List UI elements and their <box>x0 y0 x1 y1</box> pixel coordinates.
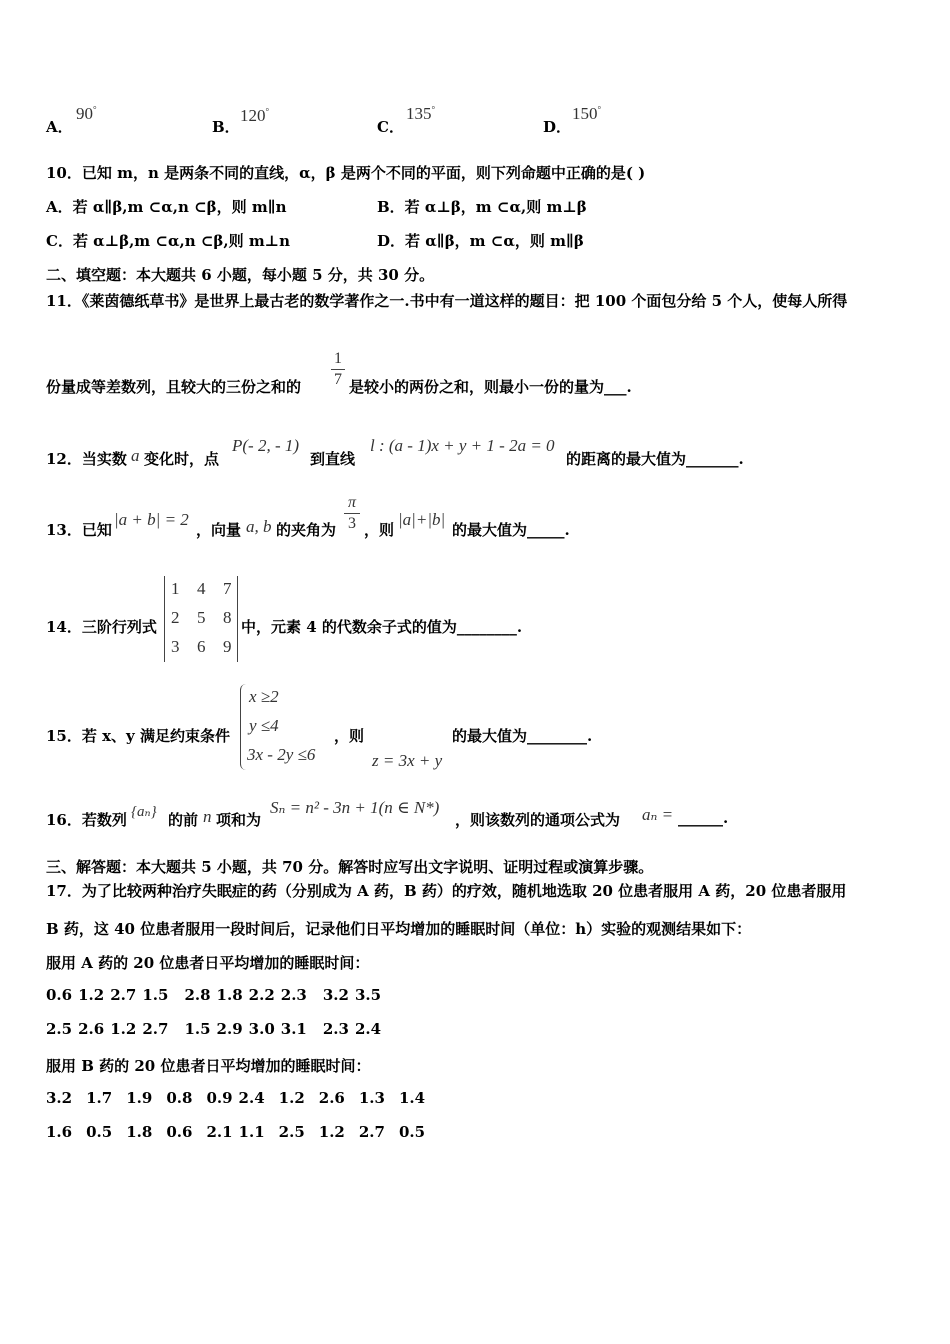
q14-determinant <box>164 576 238 662</box>
q15-objective: z = 3x + y <box>372 751 443 770</box>
q12-pre: 12．当实数 <box>46 450 127 468</box>
q10-option-d: D．若 α∥β，m ⊂α，则 m∥β <box>377 232 584 250</box>
option-a-value: 90° <box>76 104 97 123</box>
q11-line2-pre: 份量成等差数列，且较大的三份之和的 <box>46 378 302 396</box>
q11-line1: 11．《莱茵德纸草书》是世界上最古老的数学著作之一.书中有一道这样的题目：把 100 个面包分给 5 个人，使每人所得 <box>46 292 848 310</box>
q17-group-a-row2: 2.5 2.6 1.2 2.7 1.5 2.9 3.0 3.1 2.3 2.4 <box>46 1020 382 1038</box>
q15-mid: ，则 <box>334 727 365 745</box>
q10-option-a: A．若 α∥β,m ⊂α,n ⊂β，则 m∥n <box>46 198 287 216</box>
q15-pre: 15．若 x、y 满足约束条件 <box>46 727 230 745</box>
q13-mid2: 的夹角为 <box>276 521 337 539</box>
q11-fraction: 1 7 <box>331 350 345 389</box>
q17-group-a-label: 服用 A 药的 20 位患者日平均增加的睡眠时间： <box>46 954 370 972</box>
q10-option-b: B．若 α⊥β，m ⊂α,则 m⊥β <box>377 198 587 216</box>
det-cell: 5 <box>197 608 206 627</box>
q16-mid2: 项和为 <box>216 811 262 829</box>
det-cell: 4 <box>197 579 206 598</box>
q16-an: aₙ = <box>642 805 674 824</box>
q10-option-c: C．若 α⊥β,m ⊂α,n ⊂β,则 m⊥n <box>46 232 290 250</box>
section-2-heading: 二、填空题：本大题共 6 小题，每小题 5 分，共 30 分。 <box>46 266 435 284</box>
q16-sum-formula: Sₙ = n² - 3n + 1(n ∈ N*) <box>270 798 440 817</box>
q17-line1: 17．为了比较两种治疗失眠症的药（分别成为 A 药，B 药）的疗效，随机地选取 20 位患者服用 A 药，20 位患者服用 <box>46 882 847 900</box>
q16-mid1: 的前 <box>168 811 199 829</box>
q17-line2: B 药，这 40 位患者服用一段时间后，记录他们日平均增加的睡眠时间（单位：h）实验的观测结果如下： <box>46 920 752 938</box>
option-d-letter: D． <box>543 118 572 136</box>
option-d-value: 150° <box>572 104 602 123</box>
option-c-value: 135° <box>406 104 436 123</box>
q15-post: 的最大值为________. <box>452 727 593 745</box>
q17-group-b-row2: 1.6 0.5 1.8 0.6 2.1 1.1 2.5 1.2 2.7 0.5 <box>46 1123 426 1141</box>
q13-angle-fraction: π 3 <box>344 494 360 533</box>
q14-post: 中，元素 4 的代数余子式的值为________. <box>241 618 523 636</box>
q17-group-b-label: 服用 B 药的 20 位患者日平均增加的睡眠时间： <box>46 1057 371 1075</box>
q13-condition: |a + b| = 2 <box>114 510 189 529</box>
constraint: y ≤4 <box>249 716 279 735</box>
q17-group-b-row1: 3.2 1.7 1.9 0.8 0.9 2.4 1.2 2.6 1.3 1.4 <box>46 1089 426 1107</box>
option-b-value: 120° <box>240 106 270 125</box>
det-cell: 2 <box>171 608 180 627</box>
q14-pre: 14．三阶行列式 <box>46 618 157 636</box>
q13-pre: 13．已知 <box>46 521 112 539</box>
det-cell: 7 <box>223 579 232 598</box>
q12-point: P(- 2, - 1) <box>232 436 300 455</box>
q10-stem: 10．已知 m，n 是两条不同的直线，α，β 是两个不同的平面，则下列命题中正确的是( ) <box>46 164 646 182</box>
det-cell: 9 <box>223 637 232 656</box>
q13-expression: |a|+|b| <box>398 510 446 529</box>
q17-group-a-row1: 0.6 1.2 2.7 1.5 2.8 1.8 2.2 2.3 3.2 3.5 <box>46 986 382 1004</box>
det-cell: 8 <box>223 608 232 627</box>
det-cell: 3 <box>171 637 180 656</box>
q13-post: 的最大值为_____. <box>452 521 570 539</box>
q12-mid2: 到直线 <box>310 450 356 468</box>
q15-constraint-system <box>240 684 341 770</box>
q16-pre: 16．若数列 <box>46 811 127 829</box>
q16-var-n: n <box>203 807 212 826</box>
q12-post: 的距离的最大值为_______. <box>566 450 744 468</box>
q12-mid1: 变化时，点 <box>144 450 220 468</box>
q11-line2-post: 是较小的两份之和，则最小一份的量为___. <box>349 378 632 396</box>
det-cell: 6 <box>197 637 206 656</box>
q13-mid1: ，向量 <box>196 521 242 539</box>
q16-sequence: {aₙ} <box>131 804 157 820</box>
option-a-letter: A． <box>46 118 73 136</box>
q13-mid3: ，则 <box>364 521 395 539</box>
q16-mid3: ，则该数列的通项公式为 <box>455 811 621 829</box>
det-cell: 1 <box>171 579 180 598</box>
constraint: x ≥2 <box>249 687 279 706</box>
constraint: 3x - 2y ≤6 <box>247 745 316 764</box>
q13-vars: a, b <box>246 517 272 536</box>
option-b-letter: B． <box>212 118 240 136</box>
section-3-heading: 三、解答题：本大题共 5 小题，共 70 分。解答时应写出文字说明、证明过程或演算步骤。 <box>46 858 654 876</box>
q16-post: ______. <box>678 809 729 827</box>
q12-line-equation: l : (a - 1)x + y + 1 - 2a = 0 <box>370 436 555 455</box>
q12-var-a: a <box>131 446 140 465</box>
option-c-letter: C． <box>377 118 404 136</box>
